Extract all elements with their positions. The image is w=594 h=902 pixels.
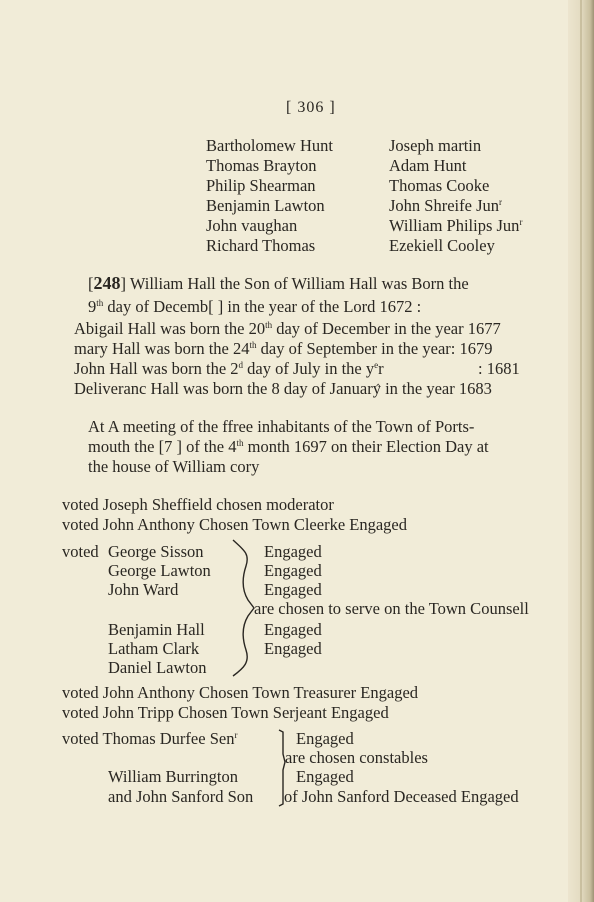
name-right: Joseph martin xyxy=(389,136,482,155)
council-name: George Sisson xyxy=(108,542,204,561)
name-right: John Shreife Jun$^r$ xyxy=(389,196,502,215)
council-name: Daniel Lawton xyxy=(108,658,207,677)
record-line: [248] William Hall the Son of William Hall was Born the xyxy=(88,273,469,293)
constable-status: Engaged xyxy=(296,767,354,786)
name-left: Philip Shearman xyxy=(206,176,316,195)
record-number: 248 xyxy=(93,273,121,293)
council-name: Benjamin Hall xyxy=(108,620,205,639)
name-right: William Philips Jun$^r$ xyxy=(389,216,523,235)
vote-serjeant: voted John Tripp Chosen Town Serjeant Engaged xyxy=(62,703,389,722)
record-line: Abigail Hall was born the 20th day of December in the year 1677 xyxy=(74,319,501,338)
constable-status: Engaged xyxy=(296,729,354,748)
constable-name: voted Thomas Durfee Sen$^r$ xyxy=(62,729,238,748)
name-right: Adam Hunt xyxy=(389,156,467,175)
constable-note: are chosen constables xyxy=(285,748,428,767)
name-left: Thomas Brayton xyxy=(206,156,317,175)
record-line: John Hall was born the 2$^d$ day of July in the $y^e$ ‸r xyxy=(74,359,384,379)
vote-moderator: voted Joseph Sheffield chosen moderator xyxy=(62,495,334,514)
constable-name: William Burrington xyxy=(108,767,238,786)
meeting-line: mouth the [7 ] of the 4th month 1697 on their Election Day at xyxy=(88,437,489,456)
council-status: Engaged xyxy=(264,620,322,639)
name-right: Thomas Cooke xyxy=(389,176,490,195)
record-line: 9th day of Decemb[ ] in the year of the Lord 1672 : xyxy=(88,297,422,316)
constable-name: and John Sanford Son xyxy=(108,787,254,806)
name-right: Ezekiell Cooley xyxy=(389,236,495,255)
council-status: Engaged xyxy=(264,542,322,561)
meeting-line: the house of William cory xyxy=(88,457,260,476)
council-name: Latham Clark xyxy=(108,639,200,658)
name-left: Benjamin Lawton xyxy=(206,196,325,215)
vote-prefix: voted xyxy=(62,542,99,561)
constable-note-last: of John Sanford Deceased Engaged xyxy=(284,787,519,806)
council-status: Engaged xyxy=(264,580,322,599)
council-note: are chosen to serve on the Town Counsell xyxy=(254,599,529,618)
vote-treasurer: voted John Anthony Chosen Town Treasurer Engaged xyxy=(62,683,419,702)
page-number: [ 306 ] xyxy=(286,99,336,116)
vote-clerk: voted John Anthony Chosen Town Cleerke Engaged xyxy=(62,515,407,534)
record-line: Deliveranc Hall was born the 8 day of January in the year 1683 xyxy=(74,379,492,398)
council-status: Engaged xyxy=(264,639,322,658)
council-name: George Lawton xyxy=(108,561,211,580)
record-line-year: : 1681 xyxy=(478,359,520,378)
name-left: Bartholomew Hunt xyxy=(206,136,333,155)
council-status: Engaged xyxy=(264,561,322,580)
name-left: John vaughan xyxy=(206,216,298,235)
record-line: mary Hall was born the 24th day of September in the year: 1679 xyxy=(74,339,493,358)
page-edge-shadow xyxy=(580,0,582,902)
meeting-line: At A meeting of the ffree inhabitants of the Town of Ports- xyxy=(88,417,475,436)
name-left: Richard Thomas xyxy=(206,236,316,255)
council-name: John Ward xyxy=(108,580,179,599)
